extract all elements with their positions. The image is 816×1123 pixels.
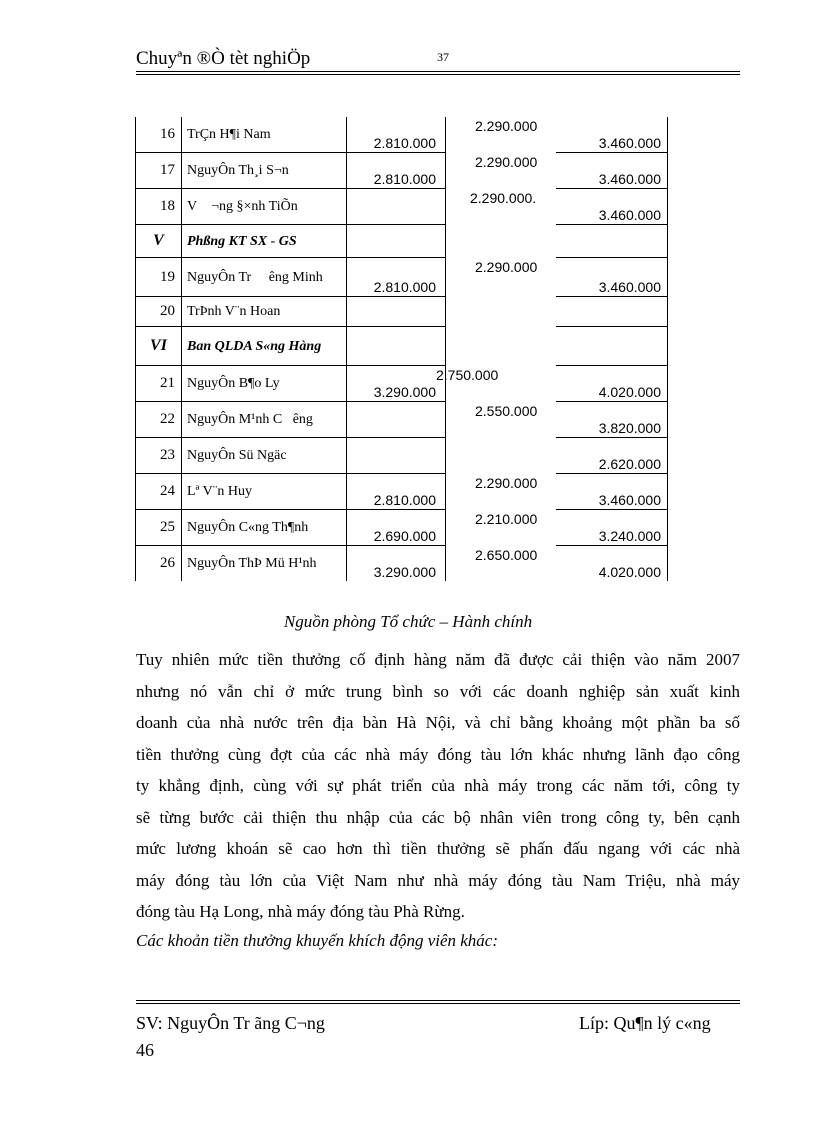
amount-col-1-value: 2.810.000 — [373, 171, 436, 187]
amount-col-2-value: 2.290.000 — [475, 258, 538, 275]
employee-name: NguyÔn M¹nh C êng — [182, 402, 347, 438]
amount-col-3-cell — [556, 327, 668, 366]
body-paragraph — [136, 644, 740, 928]
paragraph-line: ty khẳng định, cùng với sự phát triển của nhà máy trong các năm tới, công ty — [136, 776, 740, 795]
row-number: V — [136, 225, 182, 258]
section-row — [136, 327, 668, 366]
amount-col-3-value: 4.020.000 — [598, 384, 661, 400]
amount-col-1-cell — [347, 153, 446, 189]
amount-col-1-cell — [347, 402, 446, 438]
footer-class: Líp: Qu¶n lý c«ng — [579, 1013, 711, 1033]
employee-name: Lª V¨n Huy — [182, 474, 347, 510]
amount-col-3-cell — [556, 510, 668, 546]
amount-col-3-value: 3.240.000 — [598, 528, 661, 544]
amount-col-3-value: 3.460.000 — [598, 171, 661, 187]
employee-name: Phßng KT SX - GS — [182, 225, 347, 258]
amount-col-2-cell — [446, 225, 556, 258]
amount-col-2-cell — [446, 402, 556, 438]
bonus-table — [135, 117, 668, 581]
row-number: 20 — [136, 297, 182, 327]
amount-col-3-cell — [556, 546, 668, 582]
amount-col-2-value: 2.550.000 — [475, 402, 538, 419]
amount-col-1-cell — [347, 225, 446, 258]
amount-col-2-cell — [436, 366, 556, 402]
employee-name: NguyÔn Sü Ngäc — [182, 438, 347, 474]
amount-col-2-value: 2.290.000 — [475, 153, 538, 170]
row-number: 19 — [136, 258, 182, 297]
amount-col-3-value: 3.460.000 — [598, 207, 661, 223]
row-number: 17 — [136, 153, 182, 189]
amount-col-3-cell — [556, 402, 668, 438]
subheading: Các khoản tiền thưởng khuyến khích động viên khác: — [136, 931, 499, 950]
amount-col-1-cell — [347, 366, 446, 402]
amount-col-3-cell — [556, 153, 668, 189]
header-rule-2 — [136, 74, 740, 75]
table-row — [136, 510, 668, 546]
amount-col-3-cell — [556, 438, 668, 474]
paragraph-line: đóng tàu Hạ Long, nhà máy đóng tàu Phà Rừng. — [136, 902, 465, 921]
employee-name: NguyÔn B¶o Ly — [182, 366, 347, 402]
amount-col-1-cell — [347, 546, 446, 582]
source-note: Nguồn phòng Tổ chức – Hành chính — [283, 612, 533, 631]
table-row — [136, 546, 668, 582]
employee-name: NguyÔn Th¸i S¬n — [182, 153, 347, 189]
amount-col-2-value: 2.750.000 — [436, 366, 499, 383]
amount-col-2-value: 2.290.000. — [470, 189, 537, 206]
paragraph-line: tiền thưởng cùng đợt của các nhà máy đóng tàu lớn khác nhưng lãnh đạo công — [136, 744, 740, 764]
amount-col-1-cell — [347, 438, 446, 474]
row-number: 22 — [136, 402, 182, 438]
paragraph-line: Tuy nhiên mức tiền thưởng cố định hàng năm đã được cải thiện vào năm 2007 — [136, 650, 740, 669]
amount-col-3-cell — [556, 258, 668, 297]
amount-col-2-cell — [446, 438, 556, 474]
amount-col-1-value: 3.290.000 — [373, 384, 436, 400]
table-row — [136, 258, 668, 297]
amount-col-1-cell — [347, 117, 446, 153]
employee-name: V ¬ng §×nh TiÕn — [182, 189, 347, 225]
paragraph-line: nhưng nó vẫn chỉ ở mức trung bình so với các doanh nghiệp sản xuất kinh — [136, 681, 740, 701]
section-row — [136, 225, 668, 258]
amount-col-2-cell — [446, 474, 556, 510]
paragraph-line: sẽ từng bước cải thiện thu nhập của các bộ nhân viên trong công ty, bên cạnh — [136, 807, 740, 827]
amount-col-3-cell — [556, 117, 668, 153]
row-number: 26 — [136, 546, 182, 582]
amount-col-1-value: 2.810.000 — [373, 492, 436, 508]
table-row — [136, 402, 668, 438]
amount-col-3-cell — [556, 189, 668, 225]
amount-col-1-value: 2.810.000 — [373, 279, 436, 295]
footer-student: SV: NguyÔn Tr ãng C¬ng — [136, 1013, 325, 1033]
paragraph-line: doanh của nhà nước trên địa bàn Hà Nội, và chỉ bằng khoảng một phần ba số — [136, 713, 740, 732]
amount-col-1-cell — [347, 510, 446, 546]
row-number: 18 — [136, 189, 182, 225]
table-row — [136, 297, 668, 327]
row-number: 16 — [136, 117, 182, 153]
amount-col-2-cell — [446, 189, 556, 225]
row-number: 21 — [136, 366, 182, 402]
amount-col-3-cell — [556, 225, 668, 258]
amount-col-3-value: 4.020.000 — [598, 564, 661, 580]
amount-col-1-cell — [347, 258, 446, 297]
row-number: 25 — [136, 510, 182, 546]
table-row — [136, 438, 668, 474]
paragraph-line: mức lương khoán sẽ cao hơn thì tiền thưởng sẽ phấn đấu ngang với các nhà — [136, 839, 740, 858]
employee-name: TrÞnh V¨n Hoan — [182, 297, 347, 327]
page-header-number: 37 — [437, 50, 449, 64]
footer-page: 46 — [136, 1040, 154, 1060]
amount-col-3-cell — [556, 474, 668, 510]
employee-name: Ban QLDA S«ng Hàng — [182, 327, 347, 366]
amount-col-1-cell — [347, 474, 446, 510]
employee-name: NguyÔn C«ng Th¶nh — [182, 510, 347, 546]
footer-rule-2 — [136, 1003, 740, 1004]
amount-col-1-value: 2.810.000 — [373, 135, 436, 151]
table-row — [136, 474, 668, 510]
employee-name: NguyÔn Tr êng Minh — [182, 258, 347, 297]
row-number: 24 — [136, 474, 182, 510]
amount-col-3-cell — [556, 297, 668, 327]
amount-col-2-cell — [446, 297, 556, 327]
amount-col-2-cell — [446, 117, 556, 153]
amount-col-1-cell — [347, 189, 446, 225]
amount-col-3-value: 3.460.000 — [598, 279, 661, 295]
amount-col-2-cell — [446, 153, 556, 189]
amount-col-3-value: 3.820.000 — [598, 420, 661, 436]
amount-col-3-value: 3.460.000 — [598, 492, 661, 508]
amount-col-2-cell — [446, 327, 556, 366]
employee-name: TrÇn H¶i Nam — [182, 117, 347, 153]
amount-col-2-value: 2.290.000 — [475, 474, 538, 491]
amount-col-1-value: 2.690.000 — [373, 528, 436, 544]
amount-col-2-cell — [446, 546, 556, 582]
table-row — [136, 189, 668, 225]
amount-col-3-value: 2.620.000 — [598, 456, 661, 472]
page-header-title: Chuyªn ®Ò tèt nghiÖp — [136, 48, 311, 69]
amount-col-2-cell — [446, 258, 556, 297]
amount-col-2-value: 2.210.000 — [475, 510, 538, 527]
paragraph-line: máy đóng tàu lớn của Việt Nam như nhà máy đóng tàu Nam Triệu, nhà máy — [136, 870, 740, 890]
amount-col-1-cell — [347, 297, 446, 327]
row-number: 23 — [136, 438, 182, 474]
amount-col-3-value: 3.460.000 — [598, 135, 661, 151]
footer-rule — [136, 1000, 740, 1001]
table-row — [136, 153, 668, 189]
amount-col-1-value: 3.290.000 — [373, 564, 436, 580]
table-row — [136, 117, 668, 153]
amount-col-2-value: 2.290.000 — [475, 118, 538, 134]
amount-col-2-value: 2.650.000 — [475, 546, 538, 563]
amount-col-1-cell — [347, 327, 446, 366]
amount-col-3-cell — [556, 366, 668, 402]
row-number: VI — [136, 327, 182, 366]
header-rule — [136, 71, 740, 72]
amount-col-2-cell — [446, 510, 556, 546]
table-row — [136, 366, 668, 402]
employee-name: NguyÔn ThÞ Mü H¹nh — [182, 546, 347, 582]
